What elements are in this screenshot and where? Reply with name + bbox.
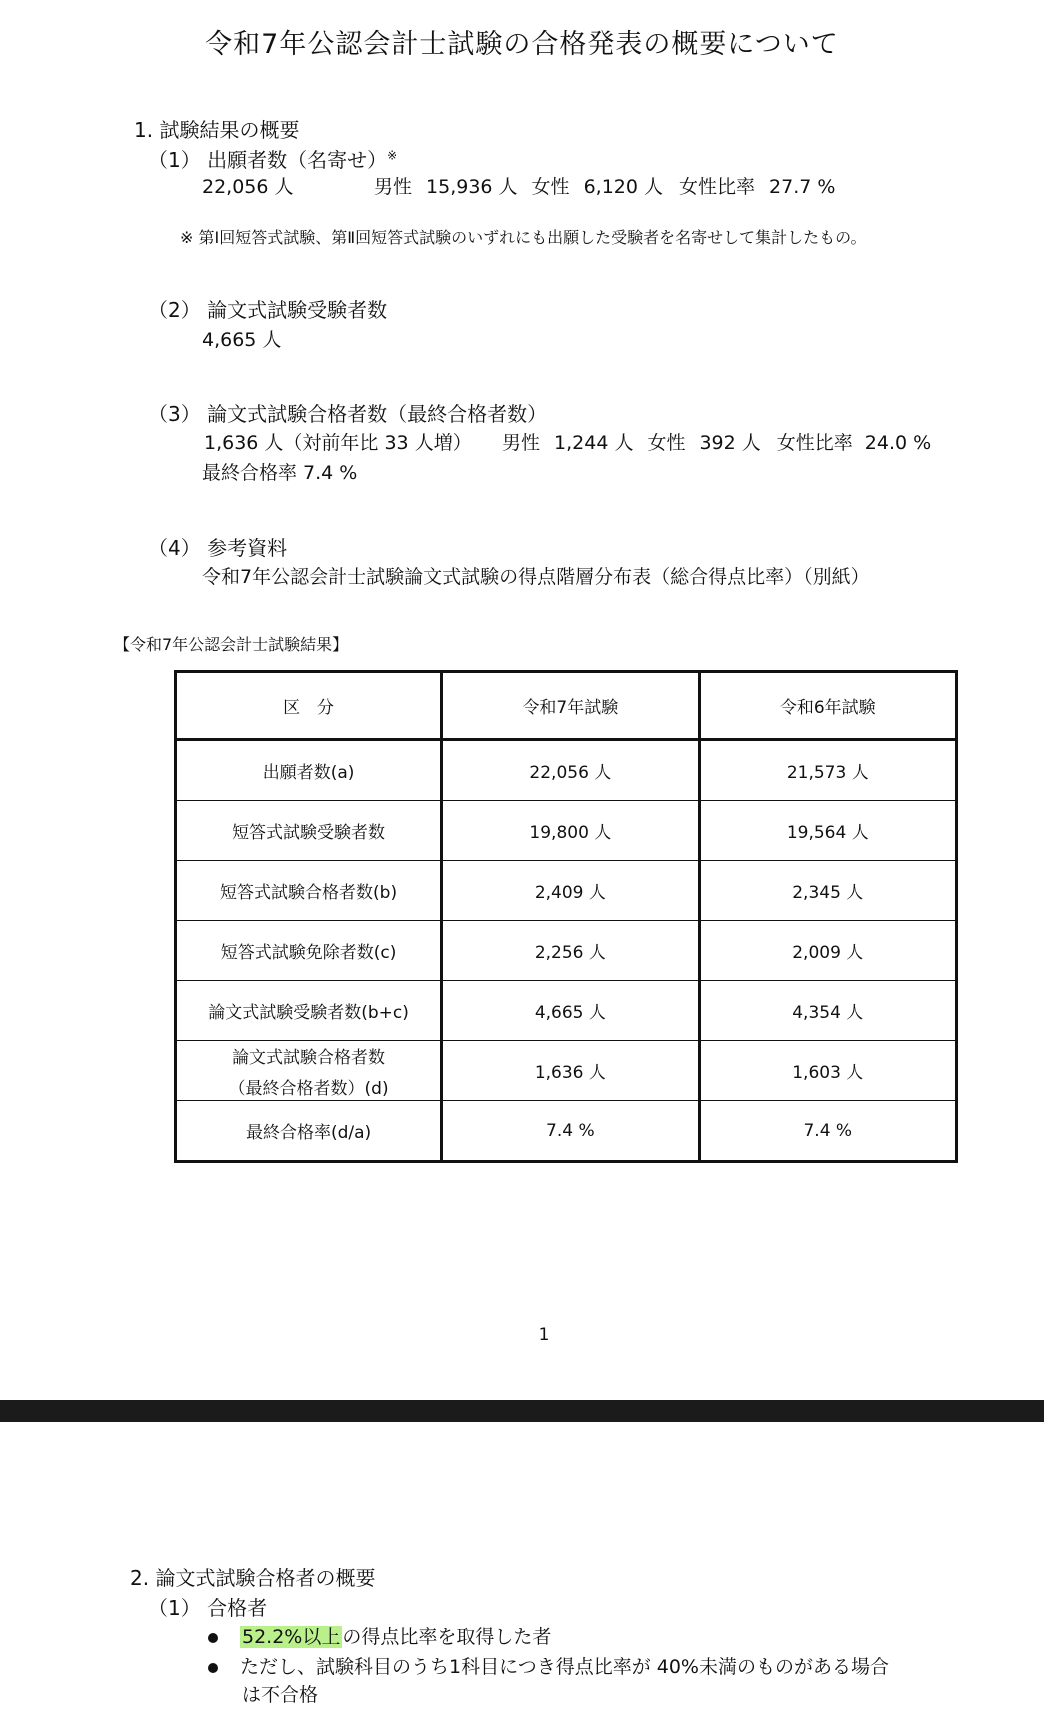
table-row bbox=[176, 740, 957, 801]
row-label: 出願者数(a) bbox=[176, 740, 442, 801]
row-label-sub: （最終合格者数）(d) bbox=[228, 1078, 389, 1099]
footnote-mark: ※ bbox=[387, 148, 398, 163]
row-r7: 22,056 人 bbox=[442, 740, 699, 801]
table-row bbox=[176, 801, 957, 861]
section1-heading: 1. 試験結果の概要 bbox=[134, 118, 300, 142]
row-label: 短答式試験合格者数(b) bbox=[176, 861, 442, 921]
table-header-row bbox=[176, 672, 957, 740]
item4-label: （4） 参考資料 bbox=[148, 536, 288, 560]
header-r7: 令和7年試験 bbox=[442, 672, 699, 740]
row-label: 短答式試験免除者数(c) bbox=[176, 921, 442, 981]
final-pass-rate: 最終合格率 7.4 % bbox=[202, 462, 358, 484]
table-row bbox=[176, 861, 957, 921]
row-r6: 2,009 人 bbox=[699, 921, 956, 981]
highlighted-threshold: 52.2%以上 bbox=[242, 1626, 341, 1648]
row-r6: 7.4 % bbox=[699, 1101, 956, 1162]
row-r7: 19,800 人 bbox=[442, 801, 699, 861]
row-label: 最終合格率(d/a) bbox=[176, 1101, 442, 1162]
table-row bbox=[176, 1041, 957, 1101]
row-r7: 2,256 人 bbox=[442, 921, 699, 981]
document-page-2 bbox=[0, 1422, 1044, 1714]
row-r7: 4,665 人 bbox=[442, 981, 699, 1041]
row-label: 論文式試験受験者数(b+c) bbox=[176, 981, 442, 1041]
passers-total: 1,636 人（対前年比 33 人増） bbox=[204, 432, 472, 454]
section2-sub: （1） 合格者 bbox=[148, 1596, 268, 1620]
row-label-multiline bbox=[176, 1041, 442, 1101]
results-table bbox=[174, 670, 958, 1163]
section2-heading: 2. 論文式試験合格者の概要 bbox=[130, 1566, 376, 1590]
row-r7: 2,409 人 bbox=[442, 861, 699, 921]
passers-breakdown: 男性 1,244 人 女性 392 人 女性比率 24.0 % bbox=[502, 432, 932, 454]
table-row bbox=[176, 981, 957, 1041]
footnote-note: ※ 第Ⅰ回短答式試験、第Ⅱ回短答式試験のいずれにも出願した受験者を名寄せして集計したもの。 bbox=[180, 228, 867, 247]
bullet-item-1: 52.2%以上 の得点比率を取得した者 bbox=[208, 1622, 551, 1649]
item3-label: （3） 論文式試験合格者数（最終合格者数） bbox=[148, 402, 548, 426]
bullet-item-2: ただし、試験科目のうち1科目につき得点比率が 40%未満のものがある場合 bbox=[208, 1652, 889, 1679]
header-r6: 令和6年試験 bbox=[699, 672, 956, 740]
reference-material: 令和7年公認会計士試験論文式試験の得点階層分布表（総合得点比率）（別紙） bbox=[202, 566, 870, 588]
applicants-breakdown: 男性 15,936 人 女性 6,120 人 女性比率 27.7 % bbox=[374, 176, 836, 198]
row-r7: 1,636 人 bbox=[442, 1041, 699, 1101]
item1-label: （1） 出願者数（名寄せ）※ bbox=[148, 148, 398, 172]
row-r6: 2,345 人 bbox=[699, 861, 956, 921]
row-r6: 21,573 人 bbox=[699, 740, 956, 801]
row-r6: 1,603 人 bbox=[699, 1041, 956, 1101]
row-r6: 19,564 人 bbox=[699, 801, 956, 861]
applicants-total: 22,056 人 bbox=[202, 176, 294, 198]
bullet-icon bbox=[208, 1663, 218, 1673]
bullet-icon bbox=[208, 1633, 218, 1643]
table-row bbox=[176, 1101, 957, 1162]
row-r7: 7.4 % bbox=[442, 1101, 699, 1162]
bullet-item-2-cont: は不合格 bbox=[242, 1684, 319, 1706]
item2-label: （2） 論文式試験受験者数 bbox=[148, 298, 388, 322]
row-r6: 4,354 人 bbox=[699, 981, 956, 1041]
table-caption: 【令和7年公認会計士試験結果】 bbox=[114, 635, 349, 654]
table-row bbox=[176, 921, 957, 981]
page-number: 1 bbox=[538, 1325, 550, 1345]
row-label: 論文式試験合格者数 bbox=[232, 1047, 386, 1068]
row-label: 短答式試験受験者数 bbox=[176, 801, 442, 861]
essay-examinees-value: 4,665 人 bbox=[202, 329, 282, 351]
document-title: 令和7年公認会計士試験の合格発表の概要について bbox=[205, 29, 839, 60]
header-category: 区 分 bbox=[176, 672, 442, 740]
page-break-bar bbox=[0, 1400, 1044, 1422]
